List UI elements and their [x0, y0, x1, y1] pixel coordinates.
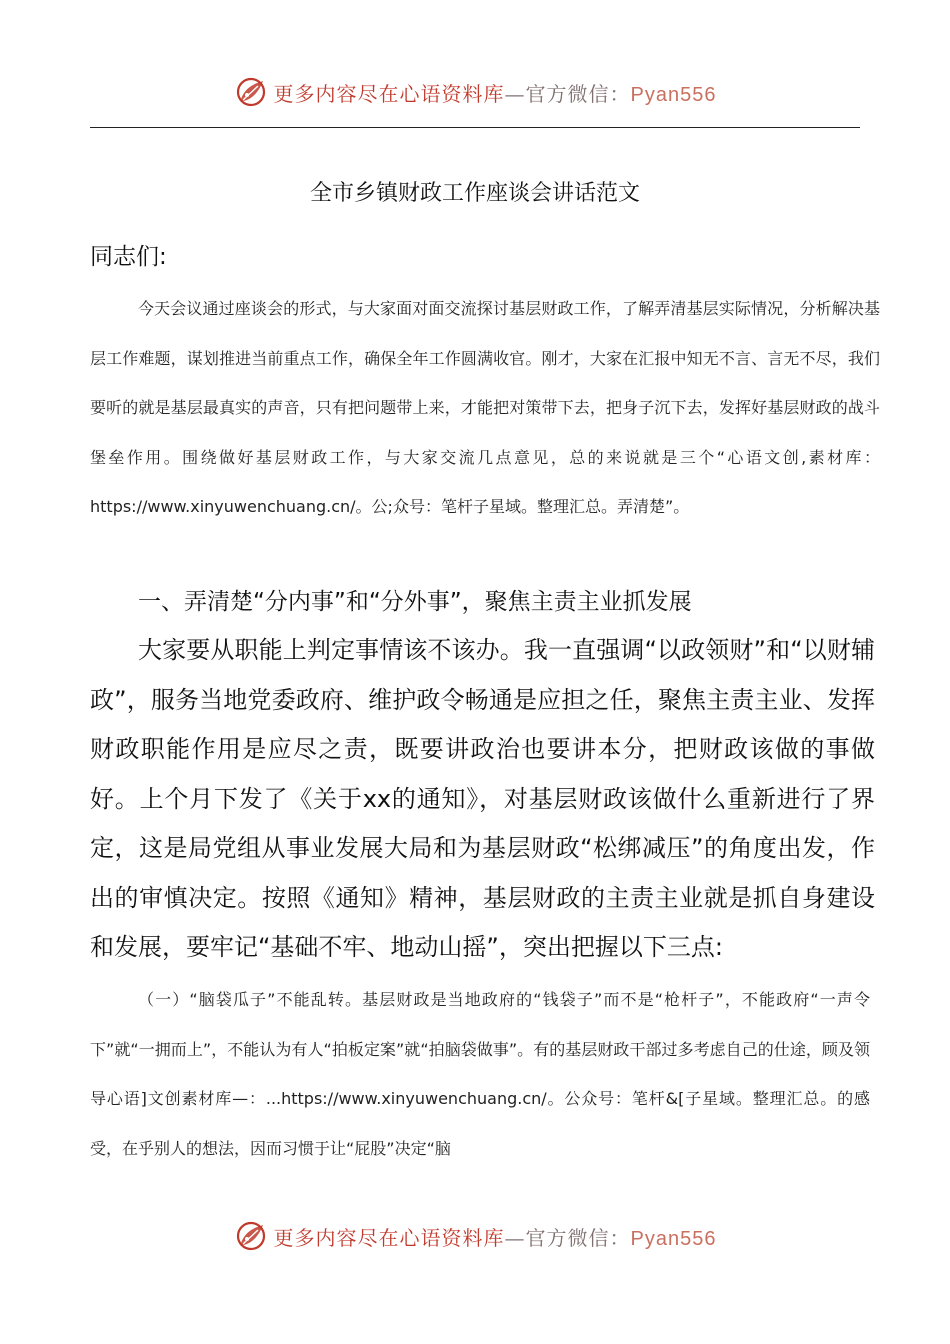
section-1-heading: 一、弄清楚“分内事”和“分外事”，聚焦主责主业抓发展: [138, 589, 692, 615]
banner-wechat-id: Pyan556: [630, 83, 717, 106]
banner-separator: —: [504, 1225, 526, 1250]
header-banner: [0, 70, 950, 114]
banner-text: [274, 1222, 717, 1251]
banner-text: [274, 78, 717, 107]
banner-wechat-label: 官方微信：: [525, 1225, 631, 1250]
leaf-logo-icon: [234, 1219, 268, 1253]
banner-separator: —: [504, 81, 526, 106]
section-1-paragraph: 大家要从职能上判定事情该不该办。我一直强调“以政领财”和“以财辅政”，服务当地党委政府、维护政令畅通是应担之任，聚焦主责主业、发挥财政职能作用是应尽之责，既要讲政治也要讲本分，把财政该做的事做好。上个月下发了《关于xx的通知》，对基层财政该做什么重新进行了界定，这是局党组从事业发展大局和为基层财政“松绑减压”的角度出发，作出的审慎决定。按照《通知》精神，基层财政的主责主业就是抓自身建设和发展，要牢记“基础不牢、地动山摇”，突出把握以下三点:: [90, 636, 875, 961]
banner-wechat-label: 官方微信：: [525, 81, 631, 106]
intro-paragraph: 今天会议通过座谈会的形式，与大家面对面交流探讨基层财政工作，了解弄清基层实际情况，分析解决基层工作难题，谋划推进当前重点工作，确保全年工作圆满收官。刚才，大家在汇报中知无不言、言无不尽，我们要听的就是基层最真实的声音，只有把问题带上来，才能把对策带下去，把身子沉下去，发挥好基层财政的战斗堡垒作用。围绕做好基层财政工作，与大家交流几点意见，总的来说就是三个“心语文创,素材库：https://www.xinyuwenchuang.cn/。公;众号：笔杆子星域。整理汇总。弄清楚”。: [90, 299, 880, 516]
banner-site-name: 更多内容尽在心语资料库: [273, 81, 505, 106]
banner-wechat-id: Pyan556: [630, 1227, 717, 1250]
subpoint-1-paragraph: （一）“脑袋瓜子”不能乱转。基层财政是当地政府的“钱袋子”而不是“枪杆子”，不能政府“一声令下”就“一拥而上”，不能认为有人“拍板定案”就“拍脑袋做事”。有的基层财政干部过多考虑自己的仕途，顾及领导心语]文创素材库—：...https://www.xinyuwenchuang.cn/。公众号：笔杆&[子星域。整理汇总。的感受，在乎别人的想法，因而习惯于让“屁股”决定“脑: [90, 990, 870, 1158]
header-divider: [90, 127, 860, 128]
banner-site-name: 更多内容尽在心语资料库: [273, 1225, 505, 1250]
footer-banner: [0, 1214, 950, 1258]
salutation: 同志们:: [90, 244, 167, 270]
leaf-logo-icon: [234, 75, 268, 109]
document-title: 全市乡镇财政工作座谈会讲话范文: [309, 181, 640, 206]
